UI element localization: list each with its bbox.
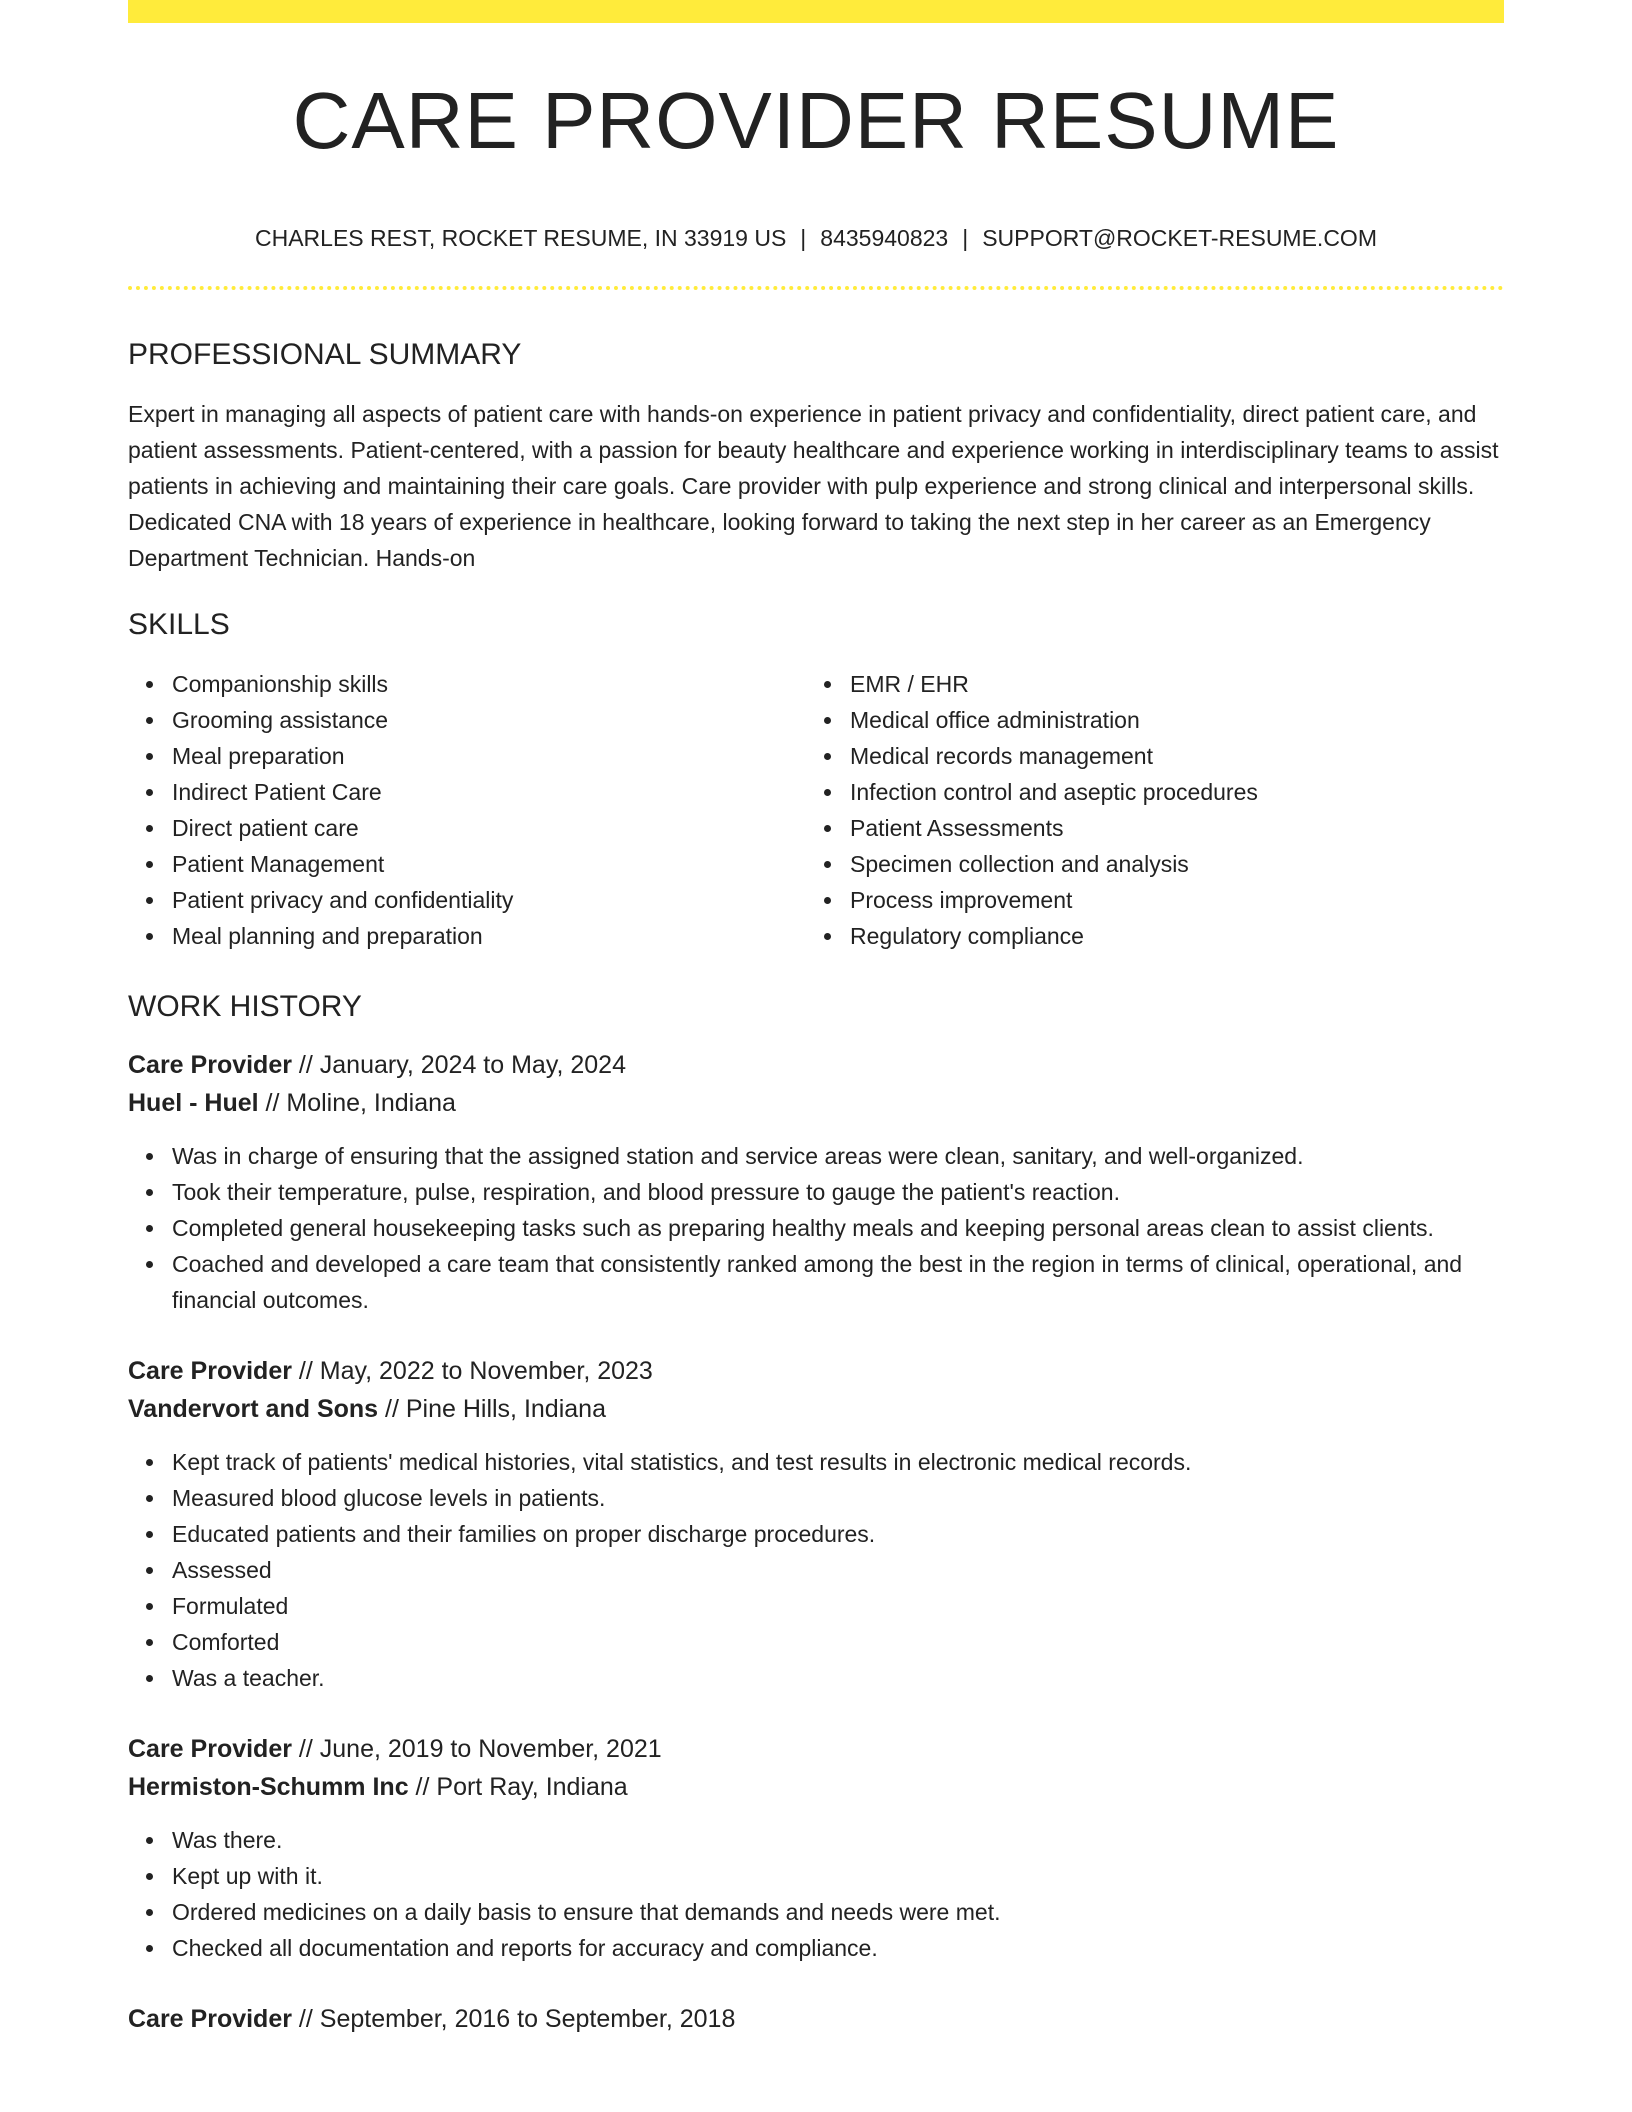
job-location: Port Ray, Indiana [436,1773,628,1801]
skill-item: Grooming assistance [172,702,806,738]
work-history-heading: WORK HISTORY [128,990,362,1023]
job-entry [128,1352,1504,1696]
job-dates: June, 2019 to November, 2021 [319,1735,662,1763]
skill-item: Companionship skills [172,666,806,702]
job-entry [128,1046,1504,1318]
job-location: Pine Hills, Indiana [405,1395,606,1423]
skill-item: Meal preparation [172,738,806,774]
duty-item: Educated patients and their families on proper discharge procedures. [172,1516,1504,1552]
summary-heading: PROFESSIONAL SUMMARY [128,338,522,371]
job-separator: // [291,2005,320,2033]
job-separator: // [408,1773,437,1801]
job-location: Moline, Indiana [286,1089,456,1117]
skill-item: Infection control and aseptic procedures [850,774,1484,810]
job-title: Care Provider [128,2005,292,2033]
job-title-line [128,1730,1504,1768]
work-history-list [128,1046,1504,2038]
job-company-line [128,1390,1504,1428]
job-title: Care Provider [128,1735,292,1763]
duty-item: Kept track of patients' medical histories, vital statistics, and test results in electronic medical records. [172,1444,1504,1480]
contact-separator: | [800,225,807,251]
duty-item: Completed general housekeeping tasks such as preparing healthy meals and keeping personal areas clean to assist clients. [172,1210,1504,1246]
accent-bar [128,0,1504,23]
divider [128,286,1504,290]
contact-line [128,227,1504,250]
job-company: Huel - Huel [128,1089,259,1117]
resume-page [128,0,1504,2038]
job-dates: January, 2024 to May, 2024 [319,1051,626,1079]
contact-separator: | [962,225,969,251]
duty-item: Was there. [172,1822,1504,1858]
duty-item: Ordered medicines on a daily basis to ensure that demands and needs were met. [172,1894,1504,1930]
job-duties [128,1138,1504,1318]
duty-item: Was a teacher. [172,1660,1504,1696]
skill-item: Regulatory compliance [850,918,1484,954]
skill-item: Patient Assessments [850,810,1484,846]
skill-item: Meal planning and preparation [172,918,806,954]
job-company: Hermiston-Schumm Inc [128,1773,409,1801]
job-dates: September, 2016 to September, 2018 [319,2005,736,2033]
job-company: Vandervort and Sons [128,1395,379,1423]
job-title-line [128,1046,1504,1084]
job-separator: // [378,1395,406,1423]
skill-item: EMR / EHR [850,666,1484,702]
skill-item: Direct patient care [172,810,806,846]
skill-item: Patient Management [172,846,806,882]
duty-item: Checked all documentation and reports for accuracy and compliance. [172,1930,1504,1966]
contact-address: CHARLES REST, ROCKET RESUME, IN 33919 US [255,225,787,251]
skill-item: Process improvement [850,882,1484,918]
job-company-line [128,1768,1504,1806]
skill-item: Patient privacy and confidentiality [172,882,806,918]
job-separator: // [291,1051,320,1079]
contact-phone: 8435940823 [820,225,949,251]
job-title-line [128,1352,1504,1390]
job-entry [128,1730,1504,1966]
skills-list-left [128,666,806,954]
summary-text: Expert in managing all aspects of patient care with hands-on experience in patient privacy and confidentiality, direct patient care, and patient assessments. Patient-centered, with a passion for beauty healthcare and experience working in interdisciplinary teams to assist patients in achieving and maintaining their care goals. Care provider with pulp experience and strong clinical and interpersonal skills. Dedicated CNA with 18 years of experience in healthcare, looking forward to taking the next step in her career as an Emergency Department Technician. Hands-on [128,401,1499,571]
job-entry [128,2000,1504,2038]
job-company-line [128,1084,1504,1122]
skill-item: Specimen collection and analysis [850,846,1484,882]
duty-item: Comforted [172,1624,1504,1660]
skill-item: Indirect Patient Care [172,774,806,810]
skills-heading: SKILLS [128,608,230,641]
job-title: Care Provider [128,1357,292,1385]
skills-grid [128,666,1504,954]
skill-item: Medical records management [850,738,1484,774]
duty-item: Formulated [172,1588,1504,1624]
job-separator: // [291,1735,320,1763]
duty-item: Assessed [172,1552,1504,1588]
skill-item: Medical office administration [850,702,1484,738]
job-title-line [128,2000,1504,2038]
job-separator: // [291,1357,320,1385]
job-dates: May, 2022 to November, 2023 [319,1357,653,1385]
page-title: CARE PROVIDER RESUME [292,76,1340,165]
duty-item: Coached and developed a care team that consistently ranked among the best in the region in terms of clinical, operational, and financial outcomes. [172,1246,1504,1318]
job-duties [128,1822,1504,1966]
duty-item: Took their temperature, pulse, respiration, and blood pressure to gauge the patient's reaction. [172,1174,1504,1210]
job-duties [128,1444,1504,1696]
duty-item: Was in charge of ensuring that the assigned station and service areas were clean, sanitary, and well-organized. [172,1138,1504,1174]
job-title: Care Provider [128,1051,292,1079]
duty-item: Kept up with it. [172,1858,1504,1894]
duty-item: Measured blood glucose levels in patients. [172,1480,1504,1516]
contact-email: SUPPORT@ROCKET-RESUME.COM [982,225,1377,251]
job-separator: // [258,1089,287,1117]
skills-list-right [806,666,1484,954]
